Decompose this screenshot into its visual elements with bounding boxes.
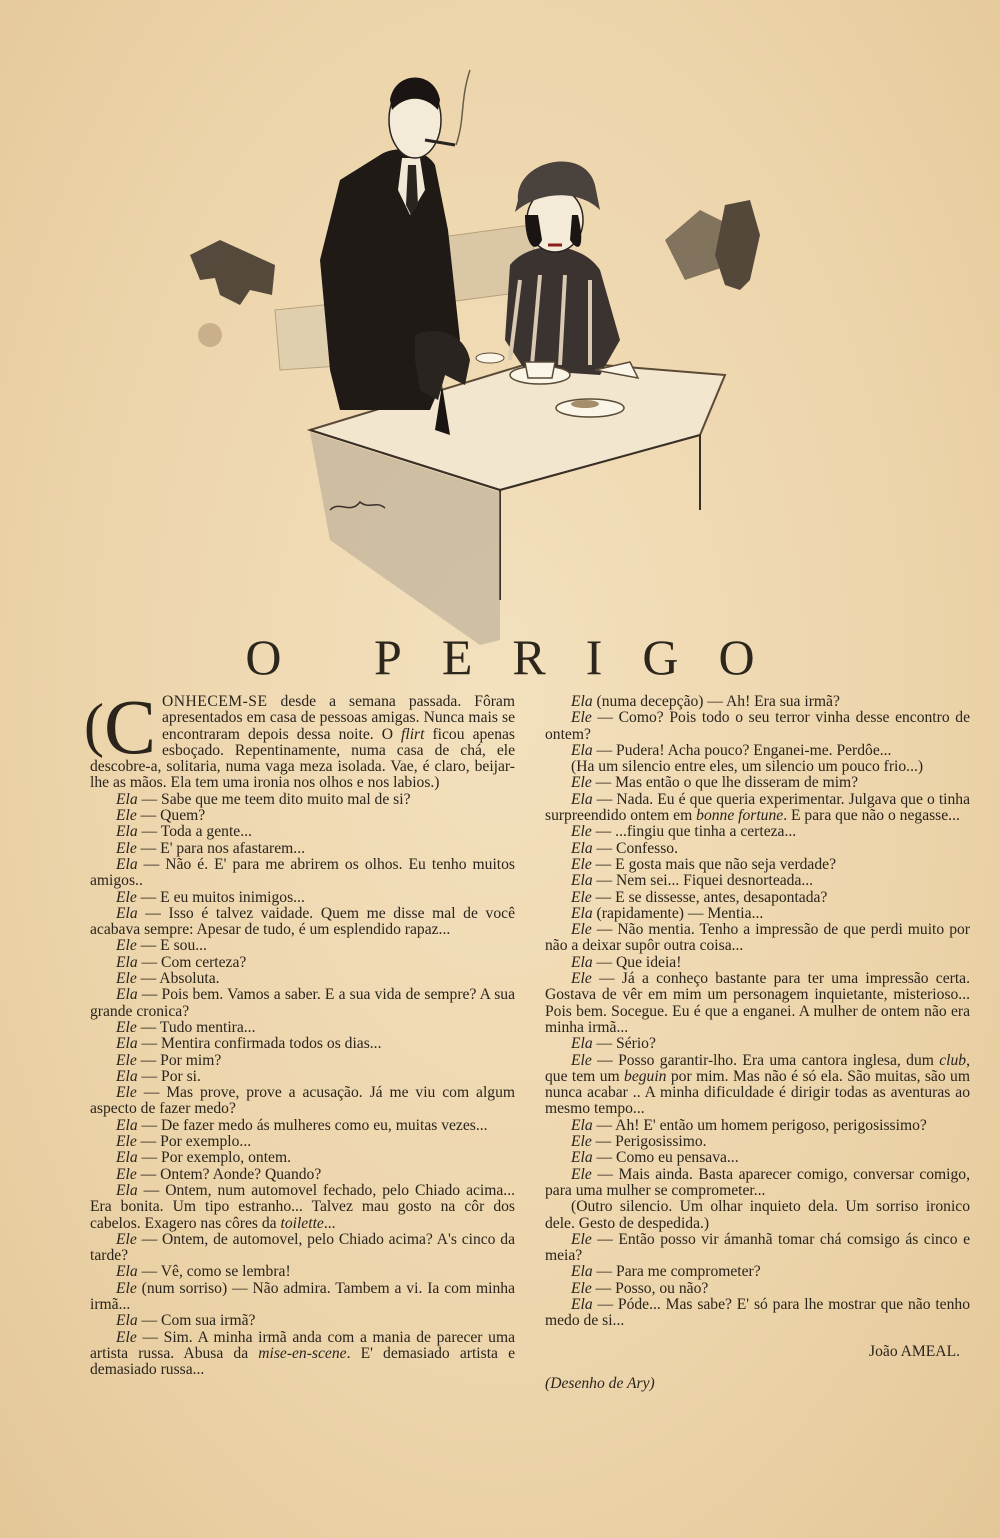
dialogue-line: Ela — Com sua irmã? [116,1312,256,1330]
dialogue-line: Ela — Como eu pensava... [571,1149,739,1167]
dialogue-line: Ele — Já a conheço bastante para ter uma impressão certa. Gostava de vêr em mim um personagem inquietante, misterioso... Pois bem. Socegue. Eu é que a enganei. A mulher de ontem não era minha irmã... [545,970,970,1036]
dialogue-line: Ela — De fazer medo ás mulheres como eu, muitas vezes... [116,1116,488,1134]
dialogue-line: Ela — Que ideia! [571,953,682,971]
dialogue-line: Ela — Nada. Eu é que queria experimentar. Julgava que o tinha surpreendido ontem em bonne fortune. E para que não o negasse... [545,790,970,825]
dialogue-line: Ele — Absoluta. [116,970,220,988]
dialogue-line: Ela — Vê, como se lembra! [116,1263,291,1281]
dialogue-line: Ela (numa decepção) — Ah! Era sua irmã? [571,693,840,710]
dialogue-line: Ela — Toda a gente... [116,823,252,841]
dialogue-line: Ele — Mas prove, prove a acusação. Já me viu com algum aspecto de fazer medo? [90,1084,515,1118]
dialogue-line: Ela (rapidamente) — Mentia... [571,904,764,922]
illustration-credit: (Desenho de Ary) [545,1374,655,1392]
dialogue-line: Ele — Mas então o que lhe disseram de mim? [571,774,859,792]
dialogue-line: Ele — E sou... [116,937,207,955]
background-letter-shape [190,240,275,305]
dialogue-line: Ele — Então posso vir ámanhã tomar chá comsigo ás cinco e meia? [545,1230,970,1265]
dialogue-line: Ele — E se dissesse, antes, desapontada? [571,888,828,906]
drop-cap: (C [84,683,157,770]
dialogue-line: Ela — Isso é talvez vaidade. Quem me disse mal de você acabava sempre: Apesar de tudo, é um esplendido rapaz... [90,904,515,939]
dialogue-line: Ele — Como? Pois todo o seu terror vinha desse encontro de ontem? [545,709,970,743]
dialogue-line: Ela — Por exemplo, ontem. [116,1149,291,1167]
dialogue-line: Ela — Por si. [116,1067,201,1085]
dialogue-line: Ele — Quem? [116,807,206,825]
dialogue-line: Ele — Por mim? [116,1051,222,1069]
dialogue-line: (Ha um silencio entre eles, um silencio um pouco frio...) [571,758,924,776]
article-title: O PERIGO [245,629,795,685]
dialogue-line: Ele — E eu muitos inimigos... [116,888,305,906]
article-body [84,683,970,1494]
left-column [84,683,516,1494]
dialogue-line: Ele — Perigosissimo. [571,1133,707,1151]
dialogue-line: Ele (num sorriso) — Não admira. Tambem a vi. Ia com minha irmã... [90,1279,515,1313]
dialogue-line: Ela — Confesso. [571,839,678,857]
dialogue-line: Ela — Não é. E' para me abrirem os olhos. Eu tenho muitos amigos.. [90,855,515,890]
dialogue-line: Ela — Pudera! Acha pouco? Enganei-me. Perdôe... [571,741,892,759]
dialogue-line: Ela — Sério? [571,1035,656,1053]
dialogue-line: Ele — E gosta mais que não seja verdade? [571,855,836,873]
tea-room-illustration [180,40,820,650]
dialogue-line: Ela — Ah! E' então um homem perigoso, perigosissimo? [571,1116,927,1134]
dialogue-line: Ele — Por exemplo... [116,1133,252,1151]
dialogue-line: (Outro silencio. Um olhar inquieto dela. Um sorriso ironico dele. Gesto de despedida.) [545,1198,970,1232]
dialogue-line: Ele — Sim. A minha irmã anda com a mania de parecer uma artista russa. Abusa da mise-en-scene. E' demasiado artista e demasiado russa... [90,1328,515,1379]
dialogue-line: Ele — Mais ainda. Basta aparecer comigo, conversar comigo, para uma mulher se comprometer... [545,1165,970,1199]
dialogue-line: Ele — Posso, ou não? [571,1279,709,1297]
dialogue-line: Ele — Ontem? Aonde? Quando? [116,1165,322,1183]
author-signature: João AMEAL. [869,1342,960,1360]
dialogue-line: Ela — Sabe que me teem dito muito mal de si? [116,790,411,808]
dialogue-line: Ela — Póde... Mas sabe? E' só para lhe mostrar que não tenho medo de si... [545,1295,970,1330]
dialogue-line: Ela — Ontem, num automovel fechado, pelo Chiado acima... Era bonita. Um tipo estranho... Talvez mau gosto na côr dos cabelos. Exagero nas côres da toilette... [90,1181,515,1232]
intro-paragraph: (C ONHECEM-SE desde a semana passada. Fôram apresentados em casa de pessoas amigas. Nunca mais se encontraram depois dessa noite. O flirt ficou apenas esboçado. Repentinamente, numa casa de chá, ele descobre-a, solitaria, numa vaga meza isolada. Vae, é claro, beijar-lhe as mãos. Ela tem uma ironia nos olhos e nos labios.) [84,683,516,792]
dialogue-line: Ele — Posso garantir-lho. Era uma cantora inglesa, dum club, que tem um beguin por mim. Mas não é só ela. São muitas, são um nunca acabar .. A minha dificuldade é dirigir todas as aventuras ao mesmo tempo... [545,1051,970,1118]
dialogue-line: Ele — E' para nos afastarem... [116,839,305,857]
right-column [545,694,970,1494]
dialogue-line: Ele — ...fingiu que tinha a certeza... [571,823,797,841]
dialogue-line: Ele — Tudo mentira... [116,1018,256,1036]
dialogue-line: Ele — Ontem, de automovel, pelo Chiado acima? A's cinco da tarde? [90,1230,515,1265]
dialogue-line: Ele — Não mentia. Tenho a impressão de que perdi muito por não a deixar supôr outra coisa... [545,921,970,955]
dialogue-line: Ela — Para me comprometer? [571,1263,761,1281]
dialogue-line: Ela — Com certeza? [116,953,247,971]
dialogue-line: Ela — Nem sei... Fiquei desnorteada... [571,872,814,890]
dialogue-line: Ela — Mentira confirmada todos os dias... [116,1035,382,1053]
dialogue-line: Ela — Pois bem. Vamos a saber. E a sua vida de sempre? A sua grande cronica? [90,986,515,1020]
